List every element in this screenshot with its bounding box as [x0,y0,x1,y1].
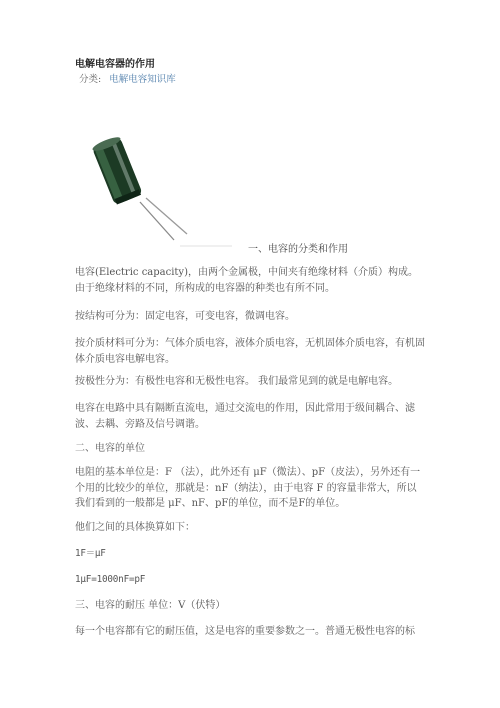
paragraph-polarity: 按极性分为：有极性电容和无极性电容。 我们最常见到的就是电解电容。 [75,376,399,387]
category-label: 分类: [79,74,102,85]
paragraph-medium: 按介质材料可分为：气体介质电容，液体介质电容，无机固体介质电容，有机固体介质电容电解电容。 [75,338,425,365]
paragraph-conversion: 他们之间的具体换算如下： [75,522,195,533]
capacitor-photo [82,130,242,260]
category-link[interactable]: 电解电容知识库 [109,74,176,85]
heading-voltage: 三、电容的耐压 单位：V（伏特） [75,600,226,611]
paragraph-voltage: 每一个电容都有它的耐压值，这是电容的重要参数之一。普通无极性电容的标 [75,626,415,637]
paragraph-units: 电阻的基本单位是：F （法），此外还有 μF（微法）、pF（皮法），另外还有一个用的比较少的单位，那就是：nF（纳法），由于电容 F 的容量非常大，所以我们看到的一般都是 μF、nF、pF的单位，而不是F的单位。 [75,467,421,509]
paragraph-structure: 按结构可分为：固定电容，可变电容，微调电容。 [75,311,295,322]
photo-caption: 一、电容的分类和作用 [248,244,348,255]
category-line [79,71,176,85]
heading-units: 二、电容的单位 [75,443,145,454]
paragraph-intro: 电容(Electric capacity)，由两个金属极，中间夹有绝缘材料（介质）构成。由于绝缘材料的不同，所构成的电容器的种类也有所不同。 [75,267,418,294]
formula-microfarad: 1μF=1000nF=pF [75,574,146,585]
article-title: 电解电容器的作用 [75,59,155,70]
formula-farad: 1F＝μF [75,548,106,559]
paragraph-function: 电容在电路中具有隔断直流电，通过交流电的作用，因此常用于级间耦合、滤波、去耦、旁路及信号调谐。 [75,403,415,430]
